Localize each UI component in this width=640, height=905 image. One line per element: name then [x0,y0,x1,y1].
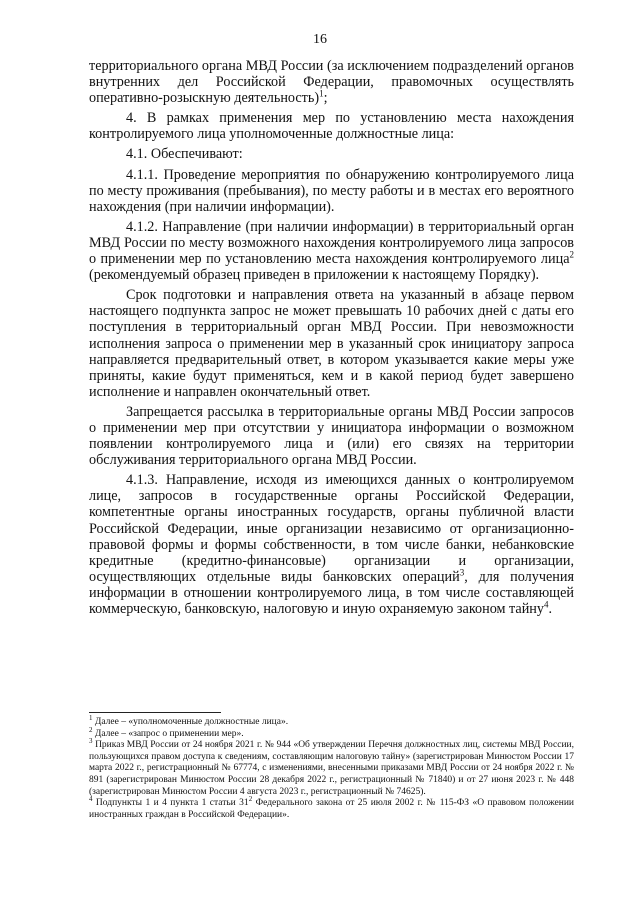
footnote-divider [89,712,221,713]
footnote: $^1$ Далее – «уполномоченные должностные лица». [89,713,289,727]
footnote: $^2$ Далее – «запрос о применении мер». [89,725,244,739]
paragraph: 4.1.1. Проведение мероприятия по обнаружению контролируемого лица по месту проживания (пребывания), по месту работы и в местах его вероятного нахождения (при наличии информации). [89,166,574,215]
footnote-ref: 4 [544,599,549,610]
footnote-ref: 3 [459,567,465,578]
paragraph: 4.1.2. Направление (при наличии информации) в территориальный орган МВД России по месту возможного нахождения контролируемого лица запросов о применении мер по установлению места нахождения контролируемого лица$^2$ (рекомендуемый образец приведен в приложении к настоящему Порядку). [89,218,574,284]
page-number: 16 [313,32,327,47]
footnote: $^3$ Приказ МВД России от 24 ноября 2021 г. № 944 «Об утверждении Перечня должностных лиц, системы МВД России, пользующихся правом доступа к сведениям, составляющим налоговую тайну» (зарегистрирован Минюстом России 17 марта 2022 г., регистрационный № 67774, с изменениями, внесенными приказами МВД России от 24 ноября 2022 г. № 891 (зарегистрирован Минюстом России 28 декабря 2022 г., регистрационный № 71840) и от 27 июня 2023 г. № 448 (зарегистрирован Минюстом России 4 августа 2023 г., регистрационный № 74625). [89,737,574,797]
paragraph: Срок подготовки и направления ответа на указанный в абзаце первом настоящего подпункта запрос не может превышать 10 рабочих дней с даты его поступления в территориальный орган МВД России. При невозможности исполнения запроса о применении мер в указанный срок инициатору запроса направляется предварительный ответ, в котором указывается какие меры уже приняты, какие будут применяться, кем и в какой период будет завершено исполнение и направлен окончательный ответ. [89,287,574,400]
document-body [89,58,574,621]
footnote-ref: 2 [569,249,574,260]
paragraph: территориального органа МВД России (за исключением подразделений органов внутренних дел Российской Федерации, правомочных осуществлять оперативно-розыскную деятельность)$^1$; [89,58,574,107]
paragraph: 4.1. Обеспечивают: [126,146,243,163]
paragraph: Запрещается рассылка в территориальные органы МВД России запросов о применении мер при отсутствии у инициатора информации о возможном появлении контролируемого лица и (или) его связях на территории обслуживания территориального органа МВД России. [89,403,574,469]
paragraph: 4. В рамках применения мер по установлению места нахождения контролируемого лица уполномоченные должностные лица: [89,110,574,143]
footnote-ref: 1 [319,88,324,99]
paragraph: 4.1.3. Направление, исходя из имеющихся данных о контролируемом лице, запросов в государственные органы Российской Федерации, компетентные органы иностранных государств, органы публичной власти Российской Федерации, иные организации независимо от организационно-правовой формы и формы собственности, в том числе банки, небанковские кредитные (кредитно-финансовые) организации и организации, осуществляющих отдельные виды банковских операций$^3$, для получения информации в отношении контролируемого лица, в том числе составляющей коммерческую, банковскую, налоговую и иную охраняемую законом тайну$^4$. [89,472,574,617]
footnotes [89,713,574,821]
footnote: $^4$ Подпункты 1 и 4 пункта 1 статьи $31^2$ Федерального закона от 25 июля 2002 г. № 115-ФЗ «О правовом положении иностранных граждан в Российской Федерации». [89,795,574,820]
